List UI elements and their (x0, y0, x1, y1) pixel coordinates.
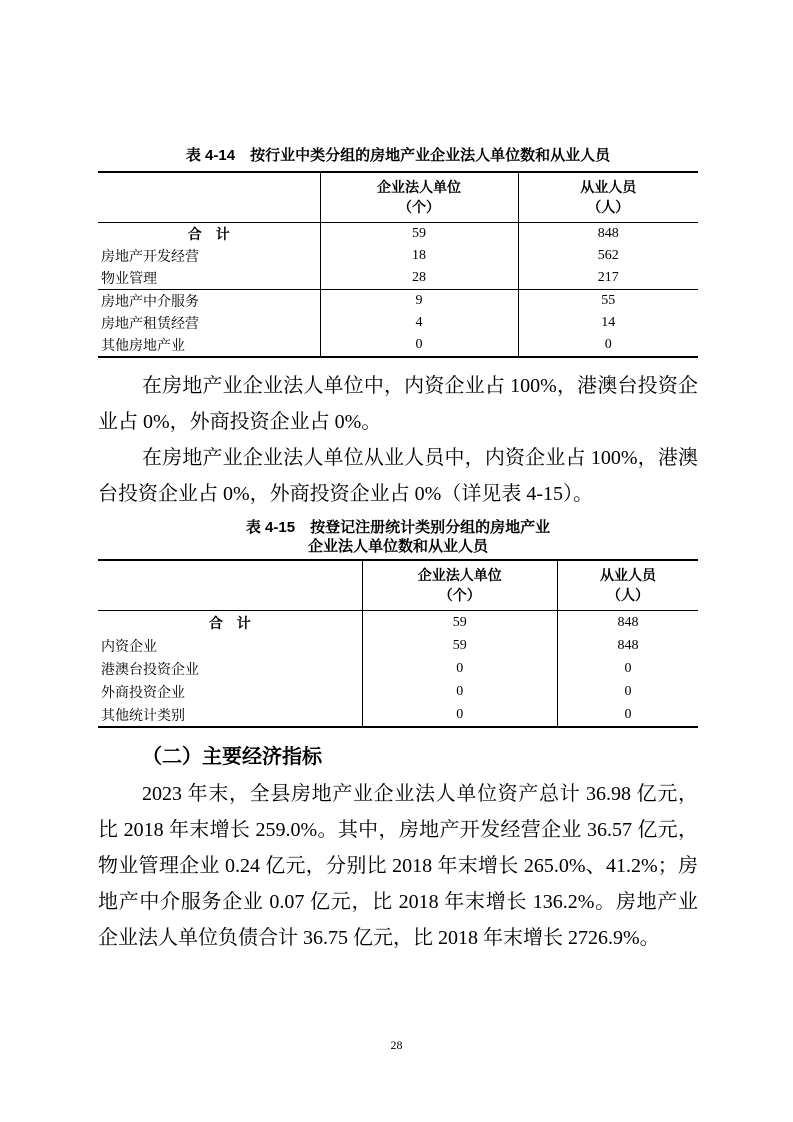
table-4-15-title-line1: 表 4-15 按登记注册统计类别分组的房地产业 (245, 519, 551, 536)
column-header: 企业法人单位 （个） (320, 172, 518, 223)
table-row (98, 703, 698, 727)
row-label: 合 计 (208, 616, 251, 632)
cell-value: 9 (320, 290, 518, 313)
section-heading-economic-indicators: （二）主要经济指标 (142, 746, 322, 768)
row-label: 内资企业 (101, 639, 157, 655)
header-row (98, 560, 698, 611)
page-content (98, 146, 698, 956)
cell-value: 0 (518, 334, 698, 357)
cell-value: 59 (320, 223, 518, 246)
table-row (98, 312, 698, 334)
row-label: 房地产租赁经营 (101, 317, 199, 332)
row-label: 港澳台投资企业 (101, 662, 199, 678)
table-row (98, 634, 698, 657)
table-4-15-title (98, 518, 698, 556)
stub-header-cell (98, 172, 320, 223)
cell-value: 0 (362, 680, 558, 703)
row-label: 房地产中介服务 (101, 295, 199, 310)
cell-value: 0 (320, 334, 518, 357)
table-row (98, 267, 698, 290)
cell-value: 0 (558, 703, 698, 727)
row-label: 合 计 (187, 228, 230, 243)
column-header: 企业法人单位 （个） (362, 560, 558, 611)
row-label: 其他房地产业 (101, 339, 185, 354)
cell-value: 14 (518, 312, 698, 334)
row-label: 外商投资企业 (101, 685, 185, 701)
table-row (98, 334, 698, 357)
cell-value: 217 (518, 267, 698, 290)
cell-value: 0 (362, 657, 558, 680)
cell-value: 0 (362, 703, 558, 727)
header-row (98, 172, 698, 223)
industry-group-table (98, 171, 698, 358)
table-row (98, 290, 698, 313)
stub-header-cell (98, 560, 362, 611)
cell-value: 848 (558, 634, 698, 657)
cell-value: 4 (320, 312, 518, 334)
row-label: 其他统计类别 (101, 708, 185, 724)
cell-value: 0 (558, 680, 698, 703)
page-number: 28 (390, 1038, 403, 1052)
cell-value: 848 (518, 223, 698, 246)
table-row (98, 245, 698, 267)
table-4-15-title-line2: 企业法人单位数和从业人员 (307, 538, 488, 555)
table-row (98, 657, 698, 680)
cell-value: 59 (362, 611, 558, 635)
cell-value: 0 (558, 657, 698, 680)
cell-value: 28 (320, 267, 518, 290)
cell-value: 18 (320, 245, 518, 267)
column-header: 从业人员 （人） (558, 560, 698, 611)
table-row (98, 680, 698, 703)
row-label: 房地产开发经营 (101, 250, 199, 265)
row-label: 物业管理 (98, 267, 320, 290)
table-4-14-title: 表 4-14 按行业中类分组的房地产业企业法人单位数和从业人员 (185, 147, 611, 164)
cell-value: 59 (362, 634, 558, 657)
paragraph-legal-units: 在房地产业企业法人单位中，内资企业占 100%，港澳台投资企业占 0%，外商投资企业占 0%。 (98, 375, 698, 433)
paragraph-employed-persons: 在房地产业企业法人单位从业人员中，内资企业占 100%，港澳台投资企业占 0%，外商投资企业占 0%（详见表 4-15）。 (98, 447, 698, 505)
table-row (98, 611, 698, 635)
table-row (98, 223, 698, 246)
cell-value: 848 (558, 611, 698, 635)
column-header: 从业人员 （人） (518, 172, 698, 223)
cell-value: 562 (518, 245, 698, 267)
paragraph-economic-indicators: 2023 年末，全县房地产业企业法人单位资产总计 36.98 亿元，比 2018 年末增长 259.0%。其中，房地产开发经营企业 36.57 亿元，物业管理企业 0.24 亿元，分别比 2018 年末增长 265.0%、41.2%；房地产中介服务企业 0.07 亿元，比 2018 年末增长 136.2%。房地产业企业法人单位负债合计 36.75 亿元，比 2018 年末增长 2726.9%。 (98, 783, 698, 949)
cell-value: 55 (518, 290, 698, 313)
registration-type-table (98, 559, 698, 728)
